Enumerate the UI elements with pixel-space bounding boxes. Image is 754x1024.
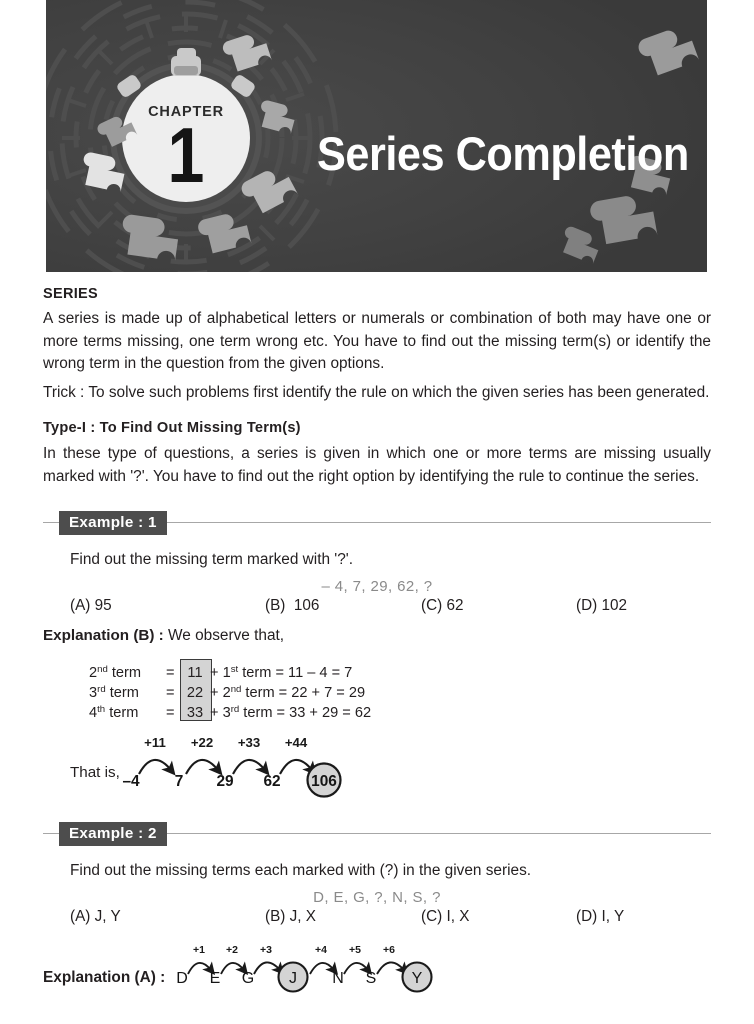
arrow-label: +44 [284, 734, 308, 750]
arrow-label: +5 [349, 943, 361, 956]
option-b-value: 106 [293, 596, 320, 614]
rule-left [43, 522, 59, 523]
term-ordinal-suffix: th [97, 703, 106, 715]
option-a[interactable] [70, 908, 121, 926]
option-c-key: (C) [421, 596, 443, 614]
option-a-value: J, Y [94, 907, 121, 925]
term-ordinal-suffix: nd [97, 663, 108, 675]
example-2-series: D, E, G, ?, N, S, ? [313, 888, 441, 906]
option-d-value: 102 [601, 596, 628, 614]
rule-right [167, 522, 711, 523]
series-node-answer: J [289, 969, 297, 987]
arrow-label: +6 [383, 943, 395, 956]
that-is-label: That is, [70, 763, 120, 781]
rest-text: term = 33 + 29 = 62 [239, 704, 372, 721]
series-paragraph: A series is made up of alphabetical letters or numerals or combination of both may have one or more terms missing, one term wrong etc. You have to find out the missing term(s) or identify the wrong term in the question from the given options. [43, 310, 711, 373]
example-1-options [43, 597, 711, 621]
example-1-header [43, 511, 711, 535]
option-c-value: 62 [446, 596, 464, 614]
equals-sign: = [166, 704, 175, 721]
option-c[interactable] [421, 597, 464, 615]
example-2-options [43, 908, 711, 932]
term-row [89, 660, 352, 679]
chapter-number: 1 [167, 111, 205, 199]
series-node: –4 [122, 772, 140, 790]
example-1-diagram [43, 728, 711, 800]
option-d-value: I, Y [601, 907, 625, 925]
trick-line [43, 382, 711, 405]
arrow-label: +11 [144, 734, 166, 750]
option-b-key: (B) [265, 596, 286, 614]
option-a-key: (A) [70, 907, 91, 925]
term-word: term [109, 684, 139, 701]
chapter-label: CHAPTER [148, 104, 224, 120]
series-node: N [332, 969, 344, 987]
option-a-key: (A) [70, 596, 91, 614]
example-1-tag: Example : 1 [59, 511, 167, 535]
page-title: Series Completion [317, 127, 689, 180]
option-b-value: J, X [289, 907, 317, 925]
series-node: D [176, 969, 188, 987]
series-node: E [209, 969, 221, 987]
example-2-diagram [43, 942, 711, 1002]
rest-prefix: + 1 [210, 664, 231, 681]
rest-text: term = 22 + 7 = 29 [241, 684, 366, 701]
term-rest [210, 700, 371, 723]
series-arrow-diagram-1 [43, 728, 383, 800]
arrow-label: +4 [315, 943, 327, 956]
type-paragraph: In these type of questions, a series is given in which one or more terms are missing usually marked with '?'. You have to find out the right option by identifying the rule to continue the series. [43, 445, 711, 485]
example-2-tag: Example : 2 [59, 822, 167, 846]
example-1-series: – 4, 7, 29, 62, ? [321, 577, 433, 595]
option-a-value: 95 [94, 596, 112, 614]
series-arrow-diagram-2 [43, 942, 443, 1002]
trick-label: Trick : [43, 383, 85, 401]
explanation-label: Explanation [43, 968, 131, 986]
rest-prefix: + 3 [210, 704, 231, 721]
example-2-header [43, 822, 711, 846]
option-b-key: (B) [265, 907, 286, 925]
boxed-number: 11 [187, 664, 203, 681]
option-c-key: (C) [421, 907, 443, 925]
rest-ordinal-suffix: rd [230, 703, 240, 715]
option-d-key: (D) [576, 596, 598, 614]
rule-right [167, 833, 711, 834]
chapter-banner [46, 0, 707, 272]
option-d-key: (D) [576, 907, 598, 925]
explanation-answer: (A) : [134, 968, 166, 986]
equals-sign: = [166, 664, 175, 681]
term-ordinal-num: 3 [89, 684, 98, 701]
explanation-answer: (B) : [133, 626, 164, 644]
option-c-value: I, X [446, 907, 470, 925]
term-row [89, 700, 371, 719]
rest-ordinal-suffix: st [230, 663, 239, 675]
arrow-label: +1 [193, 943, 205, 956]
option-b[interactable] [265, 597, 319, 615]
term-word: term [109, 704, 139, 721]
term-ordinal-num: 4 [89, 704, 98, 721]
example-1-question: Find out the missing term marked with '?'. [70, 550, 354, 568]
rest-prefix: + 2 [210, 684, 231, 701]
rest-ordinal-suffix: nd [230, 683, 242, 695]
arrow-label: +22 [190, 734, 214, 750]
type-heading: Type-I : To Find Out Missing Term(s) [43, 420, 301, 437]
option-d[interactable] [576, 597, 627, 615]
example-2-question: Find out the missing terms each marked with (?) in the given series. [70, 861, 532, 879]
boxed-number: 22 [186, 684, 204, 701]
boxed-number: 33 [186, 704, 204, 721]
series-node: G [241, 969, 255, 987]
term-word: term [111, 664, 142, 681]
example-1-explanation [43, 627, 711, 645]
series-node-answer: Y [411, 969, 423, 987]
page-content [43, 286, 711, 1002]
rest-text: term = 11 – 4 = 7 [238, 664, 353, 681]
equals-sign: = [166, 684, 175, 701]
series-node: S [365, 969, 377, 987]
series-node: 29 [216, 772, 234, 790]
rule-left [43, 833, 59, 834]
explanation-text: We observe that, [163, 626, 285, 644]
term-ordinal-num: 2 [89, 664, 98, 681]
series-node: 7 [174, 772, 184, 790]
term-equations [89, 660, 711, 722]
term-label [89, 700, 166, 723]
explanation-label: Explanation [43, 626, 130, 644]
arrow-label: +33 [237, 734, 261, 750]
series-heading: SERIES [43, 286, 98, 302]
term-row [89, 680, 365, 699]
option-b[interactable] [265, 908, 316, 926]
arrow-label: +2 [226, 943, 238, 956]
option-c[interactable] [421, 908, 469, 926]
series-node: 62 [263, 772, 281, 790]
chapter-badge [66, 18, 306, 258]
series-node-answer: 106 [311, 772, 337, 790]
arrow-label: +3 [260, 943, 272, 956]
option-a[interactable] [70, 597, 112, 615]
term-ordinal-suffix: rd [97, 683, 106, 695]
option-d[interactable] [576, 908, 624, 926]
trick-text: To solve such problems first identify the rule on which the given series has been generated. [84, 383, 710, 401]
